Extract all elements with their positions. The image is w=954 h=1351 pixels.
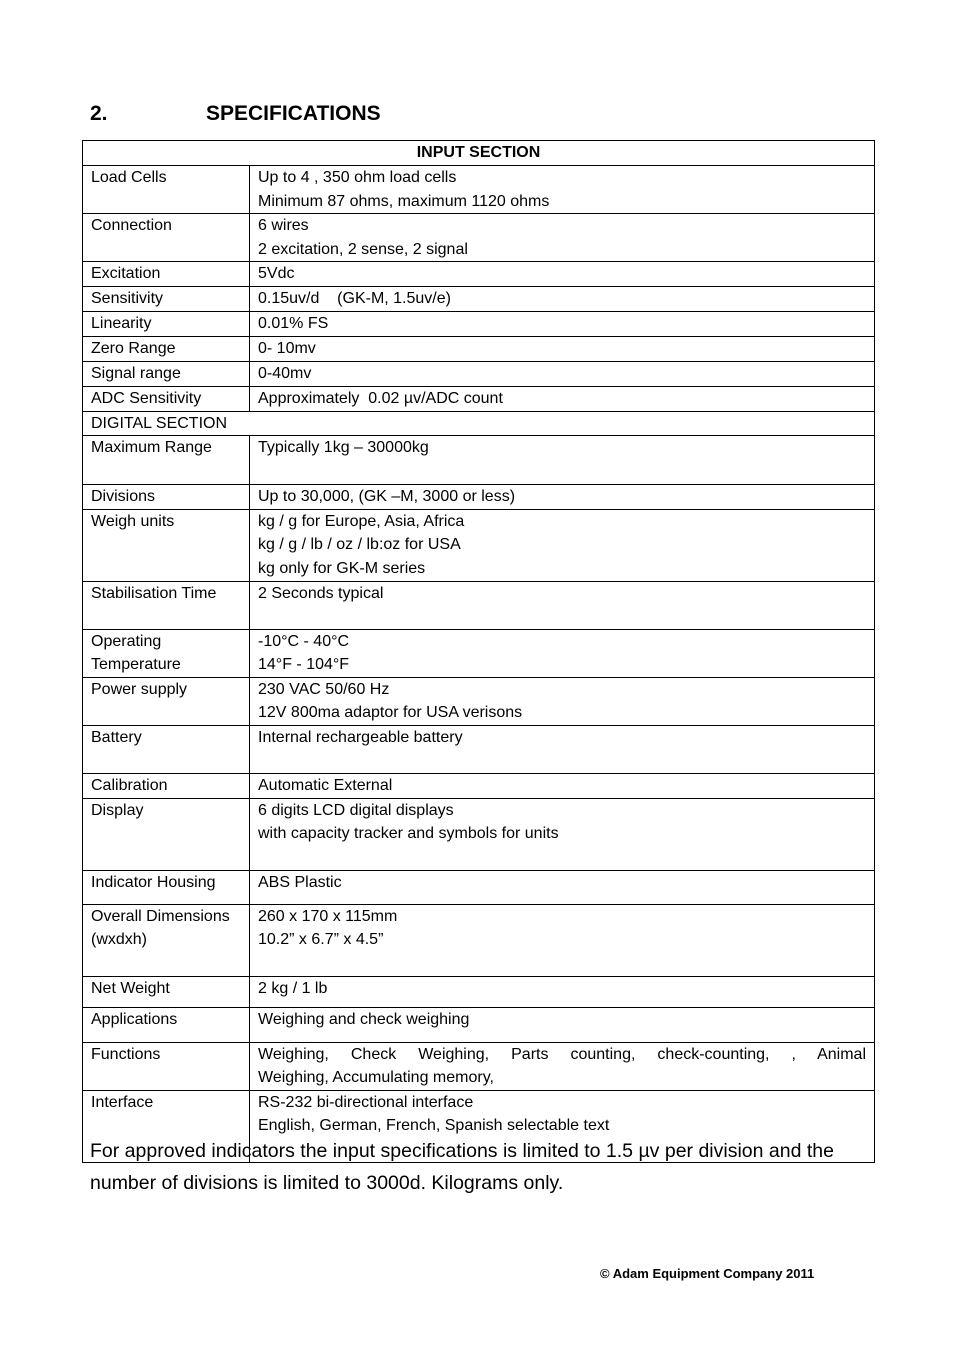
spec-value-line: Weighing and check weighing (258, 1010, 470, 1028)
spec-value (250, 629, 875, 677)
spec-value-line: kg only for GK-M series (258, 559, 426, 577)
spec-label: Overall Dimensions (wxdxh) (83, 904, 250, 976)
spec-value-line: Weighing, Accumulating memory, (258, 1069, 494, 1086)
spec-label: ADC Sensitivity (83, 387, 250, 412)
spec-row (83, 870, 875, 904)
spec-row (83, 312, 875, 337)
spec-value (250, 976, 875, 1007)
spec-label: Net Weight (83, 976, 250, 1007)
spec-value (250, 725, 875, 773)
spec-label: Indicator Housing (83, 870, 250, 904)
spec-value-line: Weighing, Check Weighing, Parts counting, check-counting, , Animal (258, 1045, 866, 1063)
spec-value-line: kg / g / lb / oz / lb:oz for USA (258, 536, 461, 553)
spec-label: Load Cells (83, 166, 250, 214)
spec-row (83, 773, 875, 798)
spec-row (83, 485, 875, 510)
section-title: SPECIFICATIONS (206, 102, 381, 125)
spec-value-line: 0.01% FS (258, 315, 329, 332)
spec-value (250, 677, 875, 725)
spec-value-line: 6 wires (258, 217, 309, 234)
spec-value (250, 904, 875, 976)
spec-label: Maximum Range (83, 436, 250, 485)
spec-label: Operating Temperature (83, 629, 250, 677)
spec-value-line: 5Vdc (258, 265, 295, 282)
approval-note: For approved indicators the input specifications is limited to 1.5 µv per division and the number of divisions is limited to 3000d. Kilograms only. (90, 1140, 834, 1194)
spec-value-line: English, German, French, Spanish selectable text (258, 1117, 610, 1134)
spec-row (83, 976, 875, 1007)
spec-value-line: 2 excitation, 2 sense, 2 signal (258, 240, 468, 258)
spec-value (250, 214, 875, 262)
spec-value (250, 485, 875, 510)
spec-value-line: 6 digits LCD digital displays (258, 801, 454, 819)
spec-label: Functions (83, 1042, 250, 1090)
spec-value (250, 773, 875, 798)
spec-value-line: 10.2” x 6.7” x 4.5” (258, 931, 384, 948)
spec-row (83, 387, 875, 412)
spec-row (83, 725, 875, 773)
spec-value (250, 1042, 875, 1090)
spec-value-line: 260 x 170 x 115mm (258, 907, 398, 925)
spec-row (83, 262, 875, 287)
spec-row (83, 798, 875, 870)
spec-value-line: 2 Seconds typical (258, 584, 384, 602)
spec-value-line: 12V 800ma adaptor for USA verisons (258, 704, 523, 721)
section-heading (90, 102, 381, 126)
spec-value-line: ABS Plastic (258, 873, 342, 891)
spec-value-line: Automatic External (258, 776, 393, 794)
digital-section-title: DIGITAL SECTION (83, 411, 875, 436)
spec-row (83, 362, 875, 387)
spec-row (83, 287, 875, 312)
spec-value (250, 312, 875, 337)
spec-label: Signal range (83, 362, 250, 387)
spec-value-line: Typically 1kg – 30000kg (258, 439, 429, 456)
spec-value-line: 0.15uv/d (GK-M, 1.5uv/e) (258, 290, 451, 307)
spec-label: Applications (83, 1007, 250, 1042)
spec-value (250, 262, 875, 287)
spec-label: Stabilisation Time (83, 581, 250, 629)
spec-value-line: 2 kg / 1 lb (258, 979, 328, 997)
spec-row (83, 904, 875, 976)
spec-value (250, 337, 875, 362)
spec-row (83, 1007, 875, 1042)
spec-value (250, 870, 875, 904)
spec-label: Connection (83, 214, 250, 262)
spec-value (250, 166, 875, 214)
spec-value-line: 230 VAC 50/60 Hz (258, 680, 390, 698)
spec-value (250, 362, 875, 387)
spec-row (83, 337, 875, 362)
spec-value (250, 798, 875, 870)
spec-value-line: -10°C - 40°C (258, 632, 350, 650)
spec-value (250, 387, 875, 412)
spec-label: Battery (83, 725, 250, 773)
spec-label: Divisions (83, 485, 250, 510)
input-section-title: INPUT SECTION (83, 141, 875, 166)
spec-value (250, 1007, 875, 1042)
spec-label: Sensitivity (83, 287, 250, 312)
spec-label: Power supply (83, 677, 250, 725)
spec-label: Weigh units (83, 509, 250, 581)
spec-value-line: with capacity tracker and symbols for units (258, 825, 559, 842)
spec-row (83, 166, 875, 214)
spec-row (83, 1042, 875, 1090)
spec-value-line: RS-232 bi-directional interface (258, 1093, 474, 1111)
spec-value (250, 287, 875, 312)
spec-value-line: kg / g for Europe, Asia, Africa (258, 512, 465, 530)
spec-row (83, 509, 875, 581)
spec-value (250, 581, 875, 629)
spec-label: Display (83, 798, 250, 870)
spec-label: Interface (83, 1090, 250, 1162)
spec-label: Excitation (83, 262, 250, 287)
spec-row (83, 436, 875, 485)
spec-value-line: 0-40mv (258, 365, 312, 382)
copyright-footer: © Adam Equipment Company 2011 (600, 1266, 815, 1281)
spec-label: Linearity (83, 312, 250, 337)
spec-label: Zero Range (83, 337, 250, 362)
spec-value-line: Up to 4 , 350 ohm load cells (258, 169, 457, 186)
spec-value-line: Approximately 0.02 µv/ADC count (258, 390, 503, 407)
input-section-header-row (83, 141, 875, 166)
spec-value (250, 436, 875, 485)
spec-value-line: 0- 10mv (258, 340, 316, 357)
spec-value-line: Minimum 87 ohms, maximum 1120 ohms (258, 192, 550, 210)
spec-label: Calibration (83, 773, 250, 798)
spec-value-line: Internal rechargeable battery (258, 728, 463, 746)
spec-value (250, 509, 875, 581)
spec-value-line: 14°F - 104°F (258, 656, 350, 673)
specifications-table (82, 140, 875, 1163)
spec-row (83, 214, 875, 262)
spec-value-line: Up to 30,000, (GK –M, 3000 or less) (258, 488, 516, 505)
spec-row (83, 677, 875, 725)
digital-section-header-row (83, 411, 875, 436)
spec-row (83, 581, 875, 629)
section-number: 2. (90, 102, 108, 125)
spec-row (83, 629, 875, 677)
